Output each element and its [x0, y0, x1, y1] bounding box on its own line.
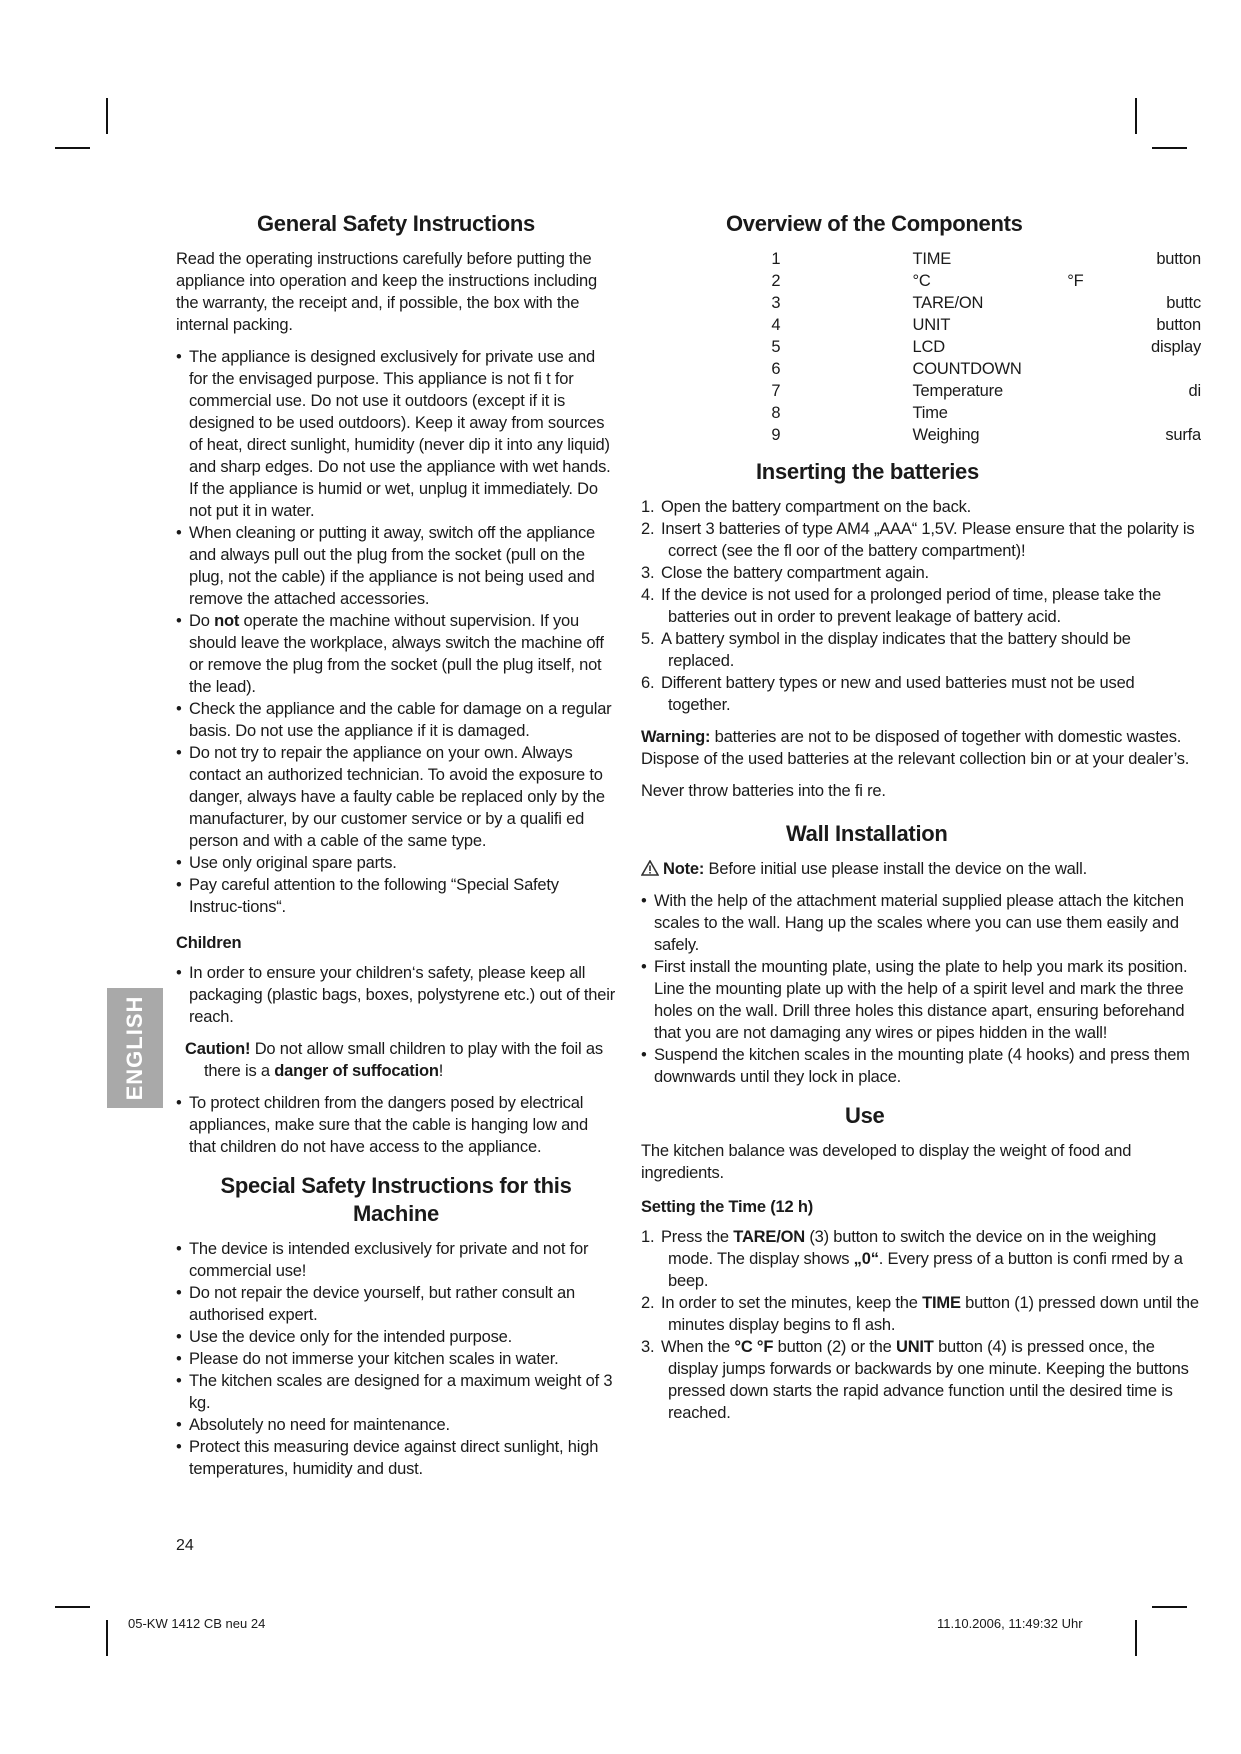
component-extra [1049, 402, 1201, 424]
use-paragraph: The kitchen balance was developed to display the weight of food and ingredients. [641, 1142, 1132, 1182]
list-item: • With the help of the attachment material supplied please attach the kitchen scales to the wall. Hang up the scales where you can use them easily and safely. [641, 890, 1201, 956]
list-item: • Absolutely no need for maintenance. [176, 1414, 616, 1436]
right-column [641, 210, 1201, 1434]
children-title: Children [176, 934, 242, 952]
list-item: • Do not operate the machine without supervision. If you should leave the workplace, always switch the machine off or remove the plug from the socket (pull the plug itself, not the lead). [176, 610, 616, 698]
component-name: UNIT [912, 316, 951, 334]
list-item: • In order to ensure your children‘s safety, please keep all packaging (plastic bags, boxes, polystyrene etc.) out of their reach. [176, 962, 616, 1028]
list-item: • First install the mounting plate, using the plate to help you mark its position. Line the mounting plate up with the help of a spirit level and mark the three holes on the wall. Drill three holes this distance apart, ensuring beforehand that you are not damaging any wires or pipes hidden in the wall! [641, 956, 1201, 1044]
list-item: • Check the appliance and the cable for damage on a regular basis. Do not use the appliance if it is damaged. [176, 698, 616, 742]
list-item: • The kitchen scales are designed for a maximum weight of 3 kg. [176, 1370, 616, 1414]
component-name: TIME [912, 250, 952, 268]
list-item: • Suspend the kitchen scales in the mounting plate (4 hooks) and press them downwards until they lock in place. [641, 1044, 1201, 1088]
battery-steps [641, 496, 1201, 716]
crop-mark [55, 1606, 90, 1608]
crop-mark [1152, 147, 1187, 149]
crop-mark [1135, 1620, 1137, 1656]
component-row [641, 402, 1201, 424]
left-column [176, 210, 616, 1490]
component-row [641, 314, 1201, 336]
component-number: 4 [771, 316, 781, 334]
component-name: Time [912, 404, 948, 422]
list-item: • Use only original spare parts. [176, 852, 616, 874]
component-number: 1 [771, 250, 781, 268]
children-list [176, 962, 616, 1028]
time-steps [641, 1226, 1201, 1424]
list-item: 1. Press the TARE/ON (3) button to switch the device on in the weighing mode. The display shows „0“. Every press of a button is confi rmed by a beep. [641, 1228, 1183, 1290]
component-name: Temperature [912, 382, 1003, 400]
component-extra [1049, 358, 1201, 380]
component-extra: buttc [1166, 294, 1201, 312]
page-number: 24 [176, 1537, 194, 1554]
list-item: 4. If the device is not used for a prolonged period of time, please take the batteries out in order to prevent leakage of battery acid. [641, 586, 1161, 626]
never-throw-paragraph: Never throw batteries into the fi re. [641, 782, 886, 800]
list-item: • Do not try to repair the appliance on your own. Always contact an authorized technician. To avoid the exposure to danger, always have a faulty cable be replaced only by the manufacturer, by our customer service or by a qualifi ed person and with a cable of the same type. [176, 742, 616, 852]
component-row [641, 336, 1201, 358]
list-item: 3. When the °C °F button (2) or the UNIT button (4) is pressed once, the display jumps forwards or backwards by one minute. Keeping the buttons pressed down starts the rapid advance function until the desired time is reached. [641, 1338, 1189, 1422]
language-tab [107, 988, 163, 1108]
general-safety-title: General Safety Instructions [257, 211, 535, 236]
crop-mark [1152, 1606, 1187, 1608]
batteries-title: Inserting the batteries [756, 459, 979, 484]
component-name: LCD [912, 338, 945, 356]
note-paragraph: Note: Before initial use please install the device on the wall. [641, 858, 1201, 880]
wall-list [641, 890, 1201, 1088]
list-item: 1. Open the battery compartment on the back. [641, 498, 972, 516]
component-extra: di [1188, 382, 1201, 400]
component-extra: °F [1067, 272, 1084, 290]
general-safety-list [176, 346, 616, 918]
component-extra: button [1156, 250, 1201, 268]
component-name: °C [912, 272, 931, 290]
list-item: • The device is intended exclusively for private and not for commercial use! [176, 1238, 616, 1282]
component-row [641, 248, 1201, 270]
component-extra: surfa [1165, 426, 1201, 444]
component-number: 2 [771, 272, 781, 290]
caution-note: Caution! Do not allow small children to play with the foil as there is a danger of suffocation! [185, 1040, 603, 1080]
crop-mark [106, 1620, 108, 1656]
special-safety-list [176, 1238, 616, 1480]
component-row [641, 292, 1201, 314]
children-list-2 [176, 1092, 616, 1158]
list-item: 6. Different battery types or new and used batteries must not be used together. [641, 674, 1135, 714]
component-name: Weighing [912, 426, 980, 444]
component-row [641, 270, 1201, 292]
crop-mark [106, 98, 108, 134]
component-number: 9 [771, 426, 781, 444]
component-number: 6 [771, 360, 781, 378]
components-table [641, 248, 1201, 446]
setting-time-title: Setting the Time (12 h) [641, 1198, 814, 1216]
list-item: • Use the device only for the intended purpose. [176, 1326, 616, 1348]
list-item: • The appliance is designed exclusively for private use and for the envisaged purpose. This appliance is not fi t for commercial use. Do not use it outdoors (except if it is designed to be used outdoors). Keep it away from sources of heat, direct sunlight, humidity (never dip it into any liquid) and sharp edges. Do not use the appliance with wet hands. If the appliance is humid or wet, unplug it immediately. Do not put it in water. [176, 346, 616, 522]
component-row [641, 424, 1201, 446]
crop-mark [1135, 98, 1137, 134]
list-item: • Protect this measuring device against direct sunlight, high temperatures, humidity and dust. [176, 1436, 616, 1480]
component-extra: display [1151, 338, 1201, 356]
list-item: • Pay careful attention to the following “Special Safety Instruc-tions“. [176, 874, 616, 918]
intro-paragraph: Read the operating instructions carefully before putting the appliance into operation and keep the instructions including the warranty, the receipt and, if possible, the box with the internal packing. [176, 250, 597, 334]
language-tab-label: ENGLISH [122, 995, 147, 1101]
list-item: 3. Close the battery compartment again. [641, 564, 929, 582]
component-number: 3 [771, 294, 781, 312]
list-item: • When cleaning or putting it away, switch off the appliance and always pull out the plug from the socket (pull on the plug, not the cable) if the appliance is not being used and remove the attached accessories. [176, 522, 616, 610]
list-item: 2. Insert 3 batteries of type AM4 „AAA“ 1,5V. Please ensure that the polarity is correct (see the fl oor of the battery compartment)! [641, 520, 1195, 560]
warning-paragraph: Warning: batteries are not to be disposed of together with domestic wastes. Dispose of the used batteries at the relevant collection bin or at your dealer’s. [641, 728, 1190, 768]
component-name: TARE/ON [912, 294, 984, 312]
component-number: 5 [771, 338, 781, 356]
component-number: 7 [771, 382, 781, 400]
wall-installation-title: Wall Installation [786, 821, 948, 846]
component-number: 8 [771, 404, 781, 422]
list-item: • Do not repair the device yourself, but rather consult an authorised expert. [176, 1282, 616, 1326]
crop-mark [55, 147, 90, 149]
component-row [641, 380, 1201, 402]
warning-icon [641, 860, 659, 876]
overview-title: Overview of the Components [726, 211, 1023, 236]
component-name: COUNTDOWN [912, 360, 1022, 378]
footer-file-info: 05-KW 1412 CB neu 24 [128, 1616, 266, 1631]
list-item: • To protect children from the dangers posed by electrical appliances, make sure that the cable is hanging low and that children do not have access to the appliance. [176, 1092, 616, 1158]
list-item: 5. A battery symbol in the display indicates that the battery should be replaced. [641, 630, 1131, 670]
component-row [641, 358, 1201, 380]
list-item: • Please do not immerse your kitchen scales in water. [176, 1348, 616, 1370]
use-title: Use [845, 1103, 885, 1128]
list-item: 2. In order to set the minutes, keep the TIME button (1) pressed down until the minutes display begins to fl ash. [641, 1294, 1199, 1334]
special-safety-title: Special Safety Instructions for this Machine [220, 1173, 572, 1226]
component-extra: button [1156, 316, 1201, 334]
footer-timestamp: 11.10.2006, 11:49:32 Uhr [937, 1616, 1083, 1631]
